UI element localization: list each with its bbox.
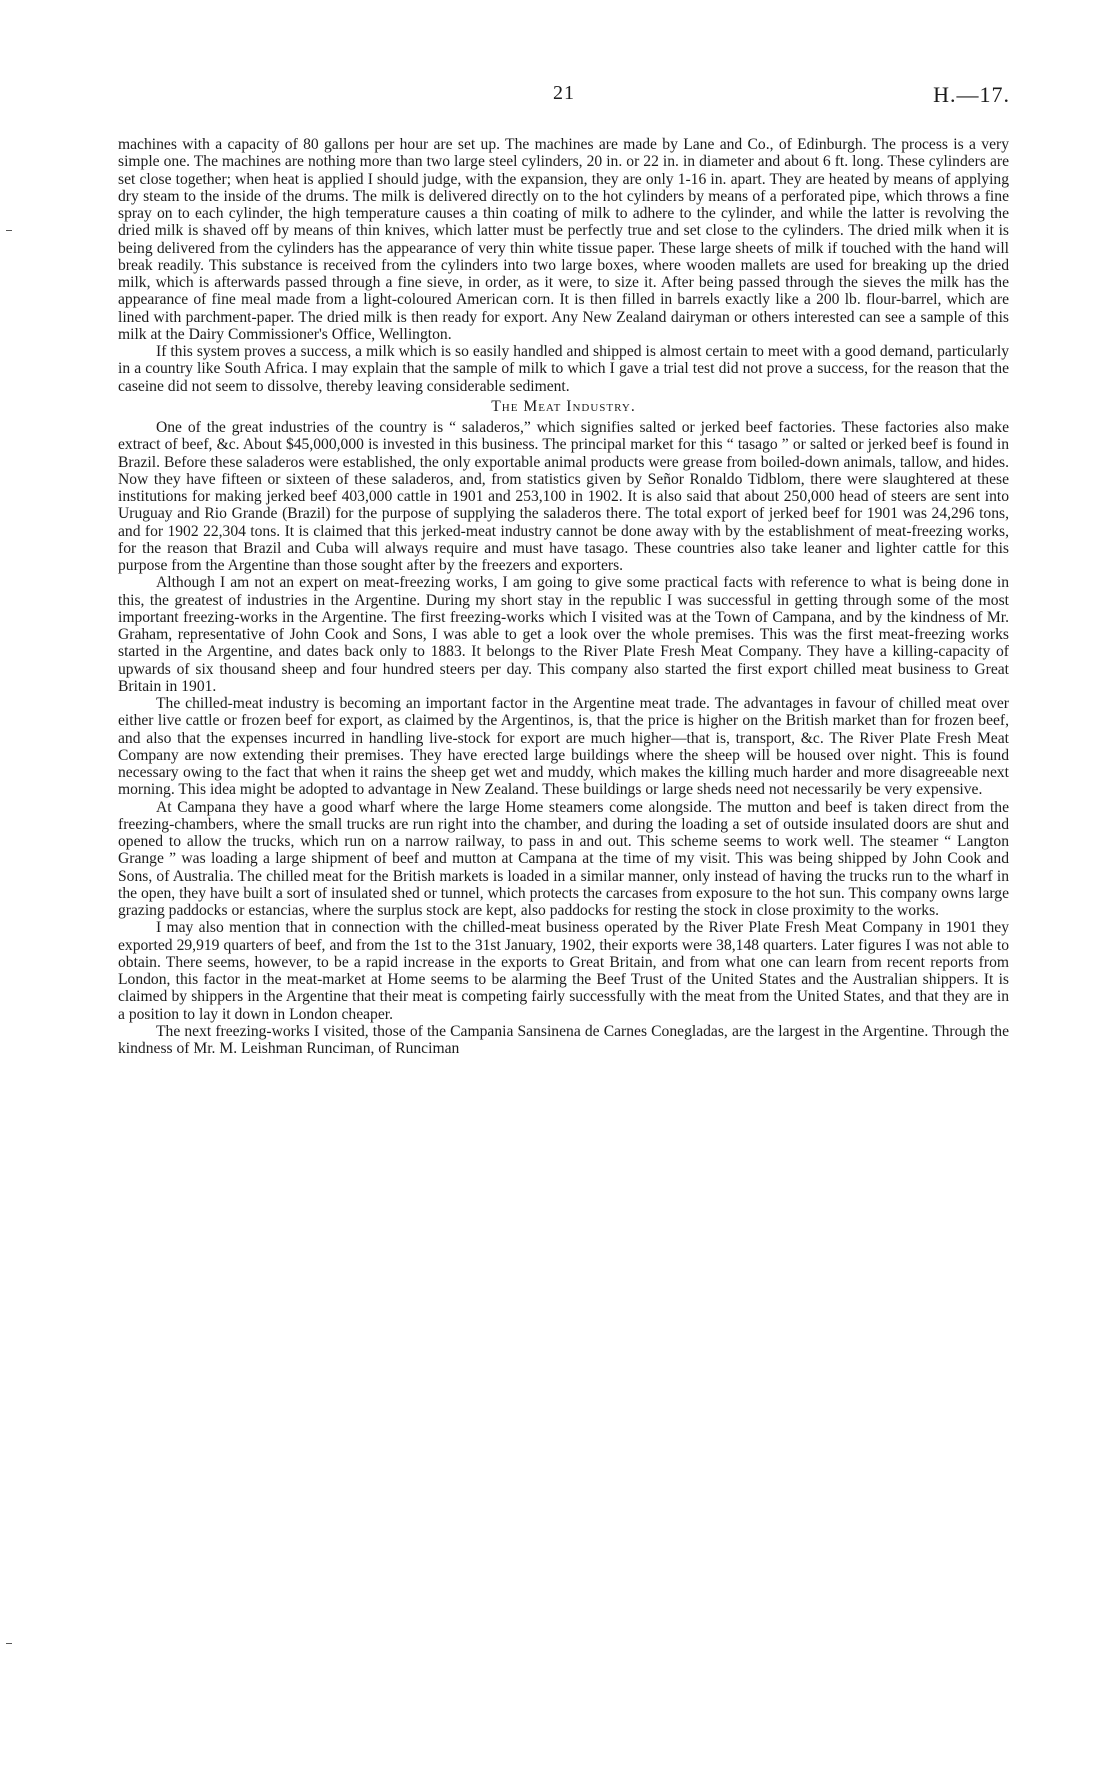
margin-mark: [6, 230, 12, 231]
margin-mark: [6, 1643, 12, 1644]
paragraph: The next freezing-works I visited, those of the Campania Sansinena de Carnes Conegladas, are the largest in the Argentine. Through the kindness of Mr. M. Leishman Runciman, of Runciman: [118, 1022, 1009, 1057]
paragraph: Although I am not an expert on meat-freezing works, I am going to give some practical facts with reference to what is being done in this, the greatest of industries in the Argentine. During my short stay in the republic I was successful in getting through some of the most important freezing-works in the Argentine. The first freezing-works which I visited was at the Town of Campana, and by the kindness of Mr. Graham, representative of John Cook and Sons, I was able to get a look over the whole premises. This was the first meat-freezing works started in the Argentine, and dates back only to 1883. It belongs to the River Plate Fresh Meat Company. They have a killing-capacity of upwards of six thousand sheep and four hundred steers per day. This company also started the first export chilled meat business to Great Britain in 1901.: [118, 574, 1009, 695]
paragraph: At Campana they have a good wharf where the large Home steamers come alongside. The mutton and beef is taken direct from the freezing-chambers, where the small trucks are run right into the chamber, and during the loading a set of outside insulated doors are shut and opened to allow the trucks, which run on a narrow railway, to pass in and out. This scheme seems to work well. The steamer “ Langton Grange ” was loading a large shipment of beef and mutton at Campana at the time of my visit. This was being shipped by John Cook and Sons, of Australia. The chilled meat for the British markets is loaded in a similar manner, only instead of having the trucks run to the wharf in the open, they have built a sort of insulated shed or tunnel, which protects the carcases from exposure to the hot sun. This company owns large grazing paddocks or estancias, where the surplus stock are kept, also paddocks for resting the stock in close proximity to the works.: [118, 798, 1009, 919]
page-number: 21: [553, 82, 575, 104]
paragraph: One of the great industries of the country is “ saladeros,” which signifies salted or jerked beef factories. These factories also make extract of beef, &c. About $45,000,000 is invested in this business. The principal market for this “ tasago ” or salted or jerked beef is found in Brazil. Before these saladeros were established, the only exportable animal products were grease from boiled-down animals, tallow, and hides. Now they have fifteen or sixteen of these saladeros, and, from statistics given by Señor Ronaldo Tidblom, there were slaughtered at these institutions for making jerked beef 403,000 cattle in 1901 and 253,100 in 1902. It is also said that about 250,000 head of steers are sent into Uruguay and Rio Grande (Brazil) for the purpose of supplying the saladeros there. The total export of jerked beef for 1901 was 24,296 tons, and for 1902 22,304 tons. It is claimed that this jerked-meat industry cannot be done away with by the establishment of meat-freezing works, for the reason that Brazil and Cuba will always require and must have tasago. These countries also take leaner and lighter cattle for this purpose from the Argentine than those sought after by the freezers and exporters.: [118, 419, 1009, 574]
paragraph: The chilled-meat industry is becoming an important factor in the Argentine meat trade. The advantages in favour of chilled meat over either live cattle or frozen beef for export, as claimed by the Argentinos, is, that the price is higher on the British market than for frozen beef, and also that the expenses incurred in handling live-stock for export are much higher—that is, transport, &c. The River Plate Fresh Meat Company are now extending their premises. They have erected large buildings where the sheep will be housed over night. This is found necessary owing to the fact that when it rains the sheep get wet and muddy, which makes the killing much harder and more disagreeable next morning. This idea might be adopted to advantage in New Zealand. These buildings or large sheds need not necessarily be very expensive.: [118, 695, 1009, 799]
page-header: [118, 82, 1010, 112]
body-text: [118, 136, 1009, 1057]
paragraph: If this system proves a success, a milk which is so easily handled and shipped is almost certain to meet with a good demand, particularly in a country like South Africa. I may explain that the sample of milk to which I gave a trial test did not prove a success, for the reason that the caseine did not seem to dissolve, thereby leaving considerable sediment.: [118, 343, 1009, 395]
paragraph: I may also mention that in connection with the chilled-meat business operated by the River Plate Fresh Meat Company in 1901 they exported 29,919 quarters of beef, and from the 1st to the 31st January, 1902, their exports were 38,148 quarters. Later figures I was not able to obtain. There seems, however, to be a rapid increase in the exports to Great Britain, and from what one can learn from recent reports from London, this factor in the meat-market at Home seems to be alarming the Beef Trust of the United States and the Australian shippers. It is claimed by shippers in the Argentine that their meat is competing fairly successfully with the meat from the United States, and that they are in a position to lay it down in London cheaper.: [118, 919, 1009, 1023]
section-heading: The Meat Industry.: [491, 397, 636, 415]
paragraph: machines with a capacity of 80 gallons per hour are set up. The machines are made by Lane and Co., of Edinburgh. The process is a very simple one. The machines are nothing more than two large steel cylinders, 20 in. or 22 in. in diameter and about 6 ft. long. These cylinders are set close together; when heat is applied I should judge, with the expansion, they are only 1-16 in. apart. They are heated by means of applying dry steam to the inside of the drums. The milk is delivered directly on to the hot cylinders by means of a perforated pipe, which throws a fine spray on to each cylinder, the high temperature causes a thin coating of milk to adhere to the cylinder, and while the latter is revolving the dried milk is shaved off by means of thin knives, which latter must be perfectly true and set close to the cylinders. The dried milk when it is being delivered from the cylinders has the appearance of very thin white tissue paper. These large sheets of milk if touched with the hand will break readily. This substance is received from the cylinders into two large boxes, where wooden mallets are used for breaking up the dried milk, which is afterwards passed through a fine sieve, in order, as it were, to size it. After being passed through the sieves the milk has the appearance of fine meal made from a light-coloured American corn. It is then filled in barrels exactly like a 200 lb. flour-barrel, which are lined with parchment-paper. The dried milk is then ready for export. Any New Zealand dairyman or others interested can see a sample of this milk at the Dairy Commissioner's Office, Wellington.: [118, 136, 1009, 343]
document-reference: H.—17.: [933, 82, 1010, 107]
